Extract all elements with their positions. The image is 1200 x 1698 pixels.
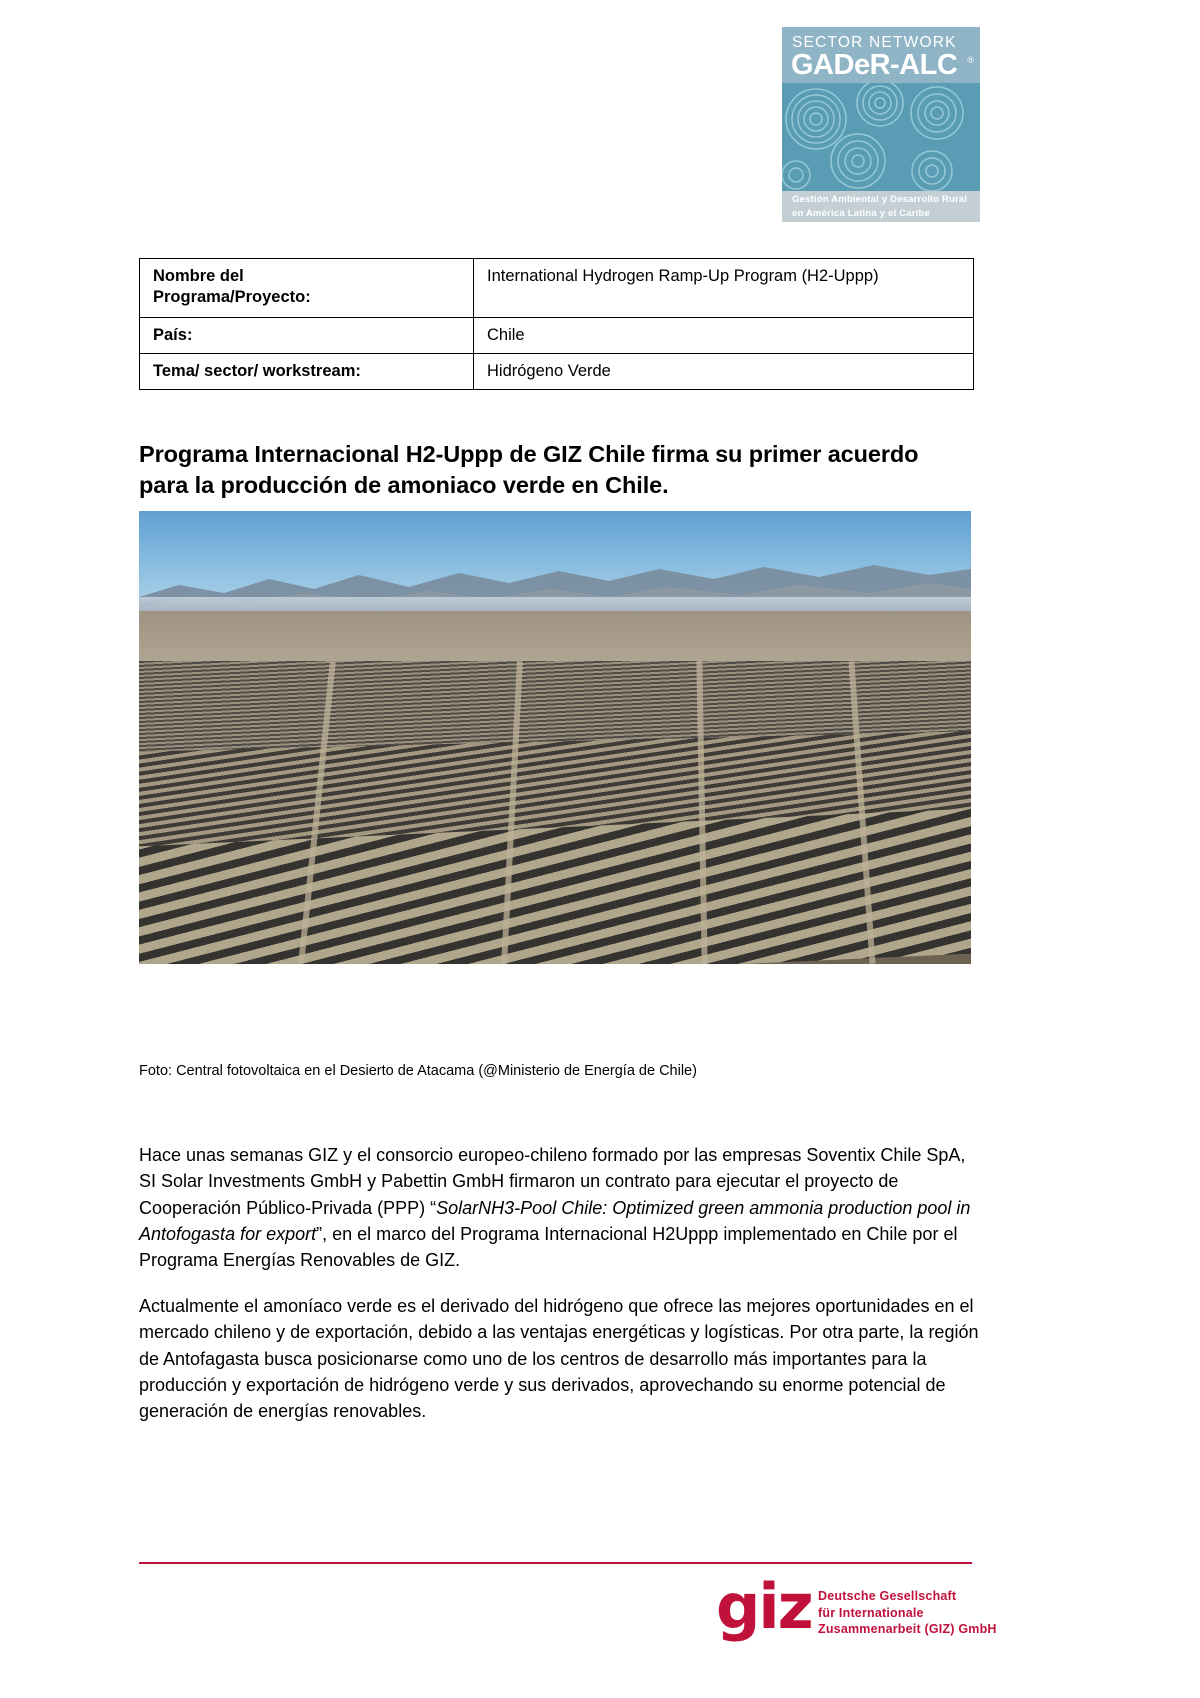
giz-logo-text-line1: Deutsche Gesellschaft <box>818 1589 957 1603</box>
giz-logo-text <box>818 1588 997 1638</box>
table-row <box>140 259 974 318</box>
logo-line1: SECTOR NETWORK <box>792 34 957 51</box>
giz-logo-text-line2: für Internationale <box>818 1605 924 1620</box>
logo-line2: GADeR-ALC <box>791 49 958 81</box>
concentric-rings-icon <box>782 83 980 191</box>
logo-subtitle-line2: en América Latina y el Caribe <box>792 208 930 219</box>
giz-logo <box>716 1570 997 1644</box>
table-cell-label: País: <box>140 318 474 354</box>
logo-subtitle-line1: Gestión Ambiental y Desarrollo Rural <box>792 194 968 205</box>
body-paragraph-2: Actualmente el amoníaco verde es el derivado del hidrógeno que ofrece las mejores oportunidades en el mercado chileno y de exportación, debido a las ventajas energéticas y logísticas. Por otra parte, la región de Antofagasta busca posicionarse como uno de los centros de desarrollo más importantes para la producción y exportación de hidrógeno verde y sus derivados, aprovechando su enorme potencial de generación de energías renovables. <box>139 1296 979 1422</box>
paragraph1-part2: ”, en el marco del Programa Internacional H2Uppp implementado en Chile por el Programa Energías Renovables de GIZ. <box>139 1223 958 1271</box>
body-paragraph-1 <box>139 1142 984 1273</box>
table-cell-label <box>140 259 474 318</box>
table-cell-label: Tema/ sector/ workstream: <box>140 354 474 390</box>
table-cell-value: International Hydrogen Ramp-Up Program (H2-Uppp) <box>474 259 974 318</box>
registered-mark-icon: ® <box>967 55 974 65</box>
giz-wordmark: giz <box>716 1570 812 1643</box>
label-line1: Nombre del <box>153 267 244 285</box>
photo-caption: Foto: Central fotovoltaica en el Desierto de Atacama (@Ministerio de Energía de Chile) <box>139 1063 697 1079</box>
footer-divider <box>139 1562 972 1564</box>
paragraph1-part1: Hace unas semanas GIZ y el consorcio europeo-chileno formado por las empresas Soventix Chile SpA, SI Solar Investments GmbH y Pabettin GmbH firmaron un contrato para ejecutar el proyecto de Cooperación Público-Privada (PPP) “ <box>139 1145 966 1218</box>
gader-alc-logo <box>782 27 980 222</box>
table-cell-value: Chile <box>474 318 974 354</box>
paragraph1-italic-title: SolarNH3-Pool Chile: Optimized green ammonia production pool in Antofogasta for export <box>139 1197 971 1244</box>
table-row <box>140 354 974 390</box>
logo-band-middle <box>782 83 980 191</box>
program-info-table <box>139 258 974 390</box>
table-row <box>140 318 974 354</box>
table-cell-value: Hidrógeno Verde <box>474 354 974 390</box>
label-line2: Programa/Proyecto: <box>153 288 311 307</box>
page-title: Programa Internacional H2-Uppp de GIZ Chile firma su primer acuerdo para la producción de amoniaco verde en Chile. <box>139 440 919 498</box>
article-photo <box>139 511 971 964</box>
giz-logo-text-line3: Zusammenarbeit (GIZ) GmbH <box>818 1622 997 1637</box>
